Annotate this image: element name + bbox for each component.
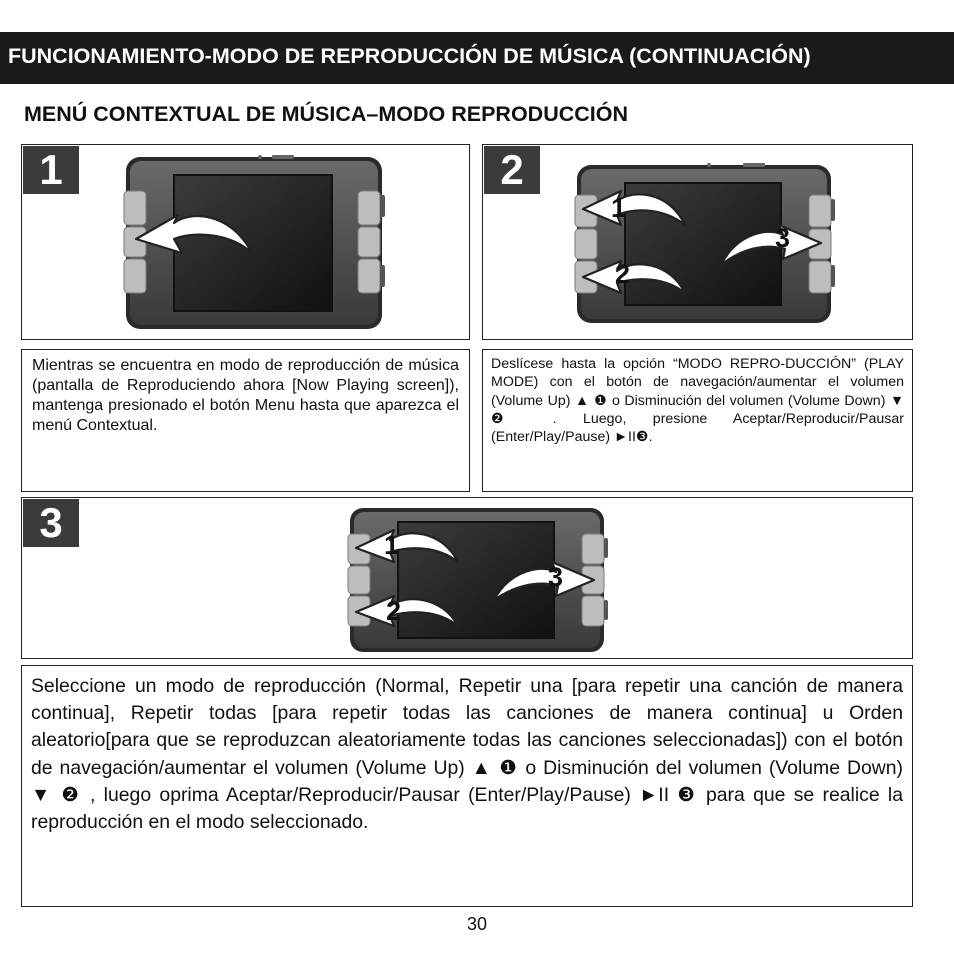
step-2-image-panel — [482, 144, 913, 340]
step-3-image-panel — [21, 497, 913, 659]
step-1-badge: 1 — [23, 146, 79, 194]
section-title: MENÚ CONTEXTUAL DE MÚSICA–MODO REPRODUCCIÓN — [24, 102, 629, 126]
step-3-badge: 3 — [23, 499, 79, 547]
step-1-image-panel — [21, 144, 470, 340]
step-1-device-illustration — [122, 153, 386, 333]
step-2-arrow-label-2: 2 — [615, 259, 631, 289]
step-3-arrow-label-1: 1 — [384, 530, 400, 560]
step-3-instructions: Seleccione un modo de reproducción (Normal, Repetir una [para repetir una canción de manera continua], Repetir todas [para repetir todas las canciones de manera continua] u Orden aleatorio[para que se reproduzcan aleatoriamente todas las canciones seleccionadas]) con el botón de navegación/aumentar el volumen (Volume Up) ▲ ❶ o Disminución del volumen (Volume Down) ▼ ❷ , luego oprima Aceptar/Reproducir/Pausar (Enter/Play/Pause) ►II ❸ para que se realice la reproducción en el modo seleccionado. — [31, 675, 903, 834]
page-number: 30 — [466, 914, 488, 934]
header-title: FUNCIONAMIENTO-MODO DE REPRODUCCIÓN DE MÚSICA (CONTINUACIÓN) — [8, 44, 811, 68]
step-2-device-illustration — [573, 161, 835, 327]
step-3-arrow-label-3: 3 — [548, 562, 564, 592]
step-2-arrow-label-3: 3 — [775, 223, 791, 253]
step-2-instructions: Deslícese hasta la opción “MODO REPRO-DUCCIÓN” (PLAY MODE) con el botón de navegación/aumentar el volumen (Volume Up) ▲ ❶ o Disminución del volumen (Volume Down) ▼ ❷ . Luego, presione Aceptar/Reproducir/Pausar (Enter/Play/Pause) ►II❸. — [491, 356, 904, 446]
step-2-arrow-label-1: 1 — [611, 193, 627, 223]
step-3-device-illustration — [346, 504, 608, 656]
step-1-text-panel — [21, 349, 470, 492]
step-3-arrow-label-2: 2 — [386, 596, 402, 626]
step-2-badge: 2 — [484, 146, 540, 194]
step-3-text-panel — [21, 665, 913, 907]
step-2-text-panel — [482, 349, 913, 492]
step-1-instructions: Mientras se encuentra en modo de reproducción de música (pantalla de Reproduciendo ahora [Now Playing screen]), mantenga presionado el botón Menu hasta que aparezca el menú Contextual. — [32, 357, 459, 434]
